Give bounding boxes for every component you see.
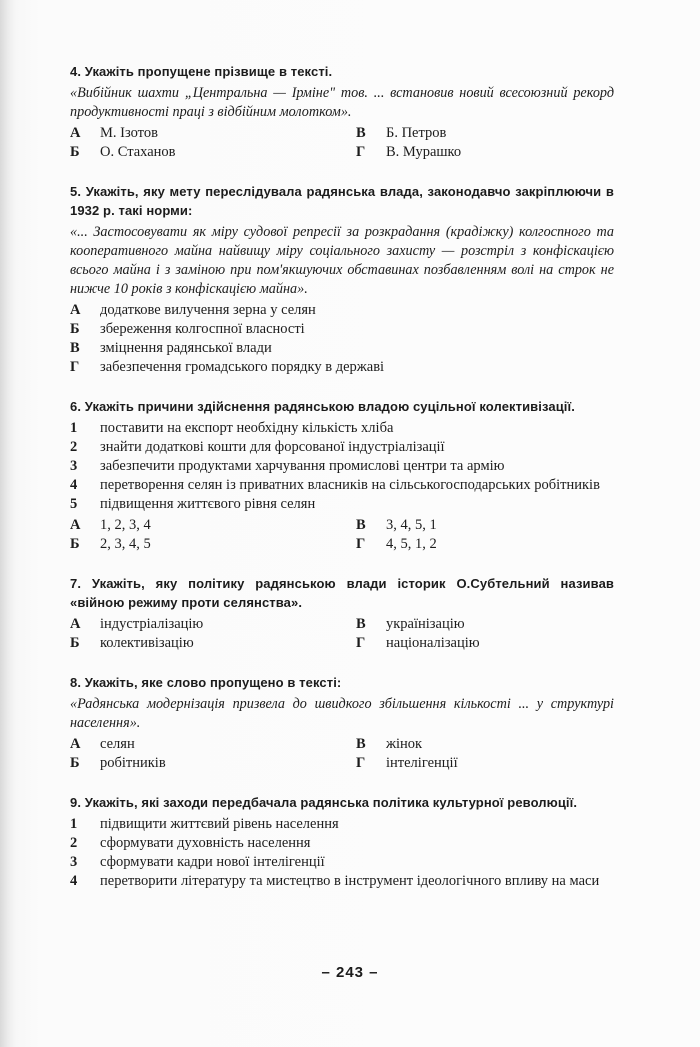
- question-quote: «Радянська модернізація призвела до швидкого збільшення кількості ... у структурі населення».: [70, 696, 614, 731]
- statement-number: 2: [70, 439, 78, 455]
- option-text: селян: [100, 736, 135, 752]
- question-quote: «... Застосовувати як міру судової репресії за розкрадання (крадіжку) колгоспного та кооперативного майна найвищу міру соціального захисту — розстріл з конфіскацією всього майна і з заміною при пом'якшуючих обставинах позбавленням волі на строк не нижче 10 років з конфіскацією майна».: [70, 224, 614, 297]
- answer-options: [70, 615, 614, 653]
- statement-text: підвищення життєвого рівня селян: [100, 496, 316, 512]
- statement-number: 1: [70, 816, 78, 832]
- question-title: 6. Укажіть причини здійснення радянською владою суцільної колективізації.: [70, 399, 575, 414]
- option-letter: Б: [70, 321, 80, 337]
- statement-number: 3: [70, 458, 78, 474]
- question-title: 9. Укажіть, які заходи передбачала радянська політика культурної революції.: [70, 795, 578, 810]
- option-letter: А: [70, 302, 81, 318]
- option-text: 2, 3, 4, 5: [100, 536, 151, 552]
- option-text: колективізацію: [100, 635, 194, 651]
- option-letter: В: [356, 736, 366, 752]
- question-4: [70, 62, 614, 162]
- option: [70, 320, 614, 339]
- option: [70, 615, 356, 634]
- option-text: О. Стаханов: [100, 144, 176, 160]
- option-text: 4, 5, 1, 2: [386, 536, 437, 552]
- statement: [70, 457, 614, 476]
- statement-text: поставити на експорт необхідну кількість хліба: [100, 420, 394, 436]
- statement-text: підвищити життєвий рівень населення: [100, 816, 339, 832]
- statement: [70, 476, 614, 495]
- question-title: 4. Укажіть пропущене прізвище в тексті.: [70, 64, 333, 79]
- option-letter: Г: [356, 635, 366, 651]
- option: [70, 301, 614, 320]
- option: [356, 124, 614, 143]
- statement: [70, 853, 614, 872]
- option: [70, 754, 356, 773]
- option: [356, 143, 614, 162]
- option: [70, 634, 356, 653]
- option-letter: Г: [356, 755, 366, 771]
- option: [356, 516, 614, 535]
- question-5: [70, 182, 614, 377]
- option-text: забезпечення громадського порядку в державі: [100, 359, 385, 375]
- answer-options: [70, 516, 614, 554]
- option-text: робітників: [100, 755, 166, 771]
- option-text: В. Мурашко: [386, 144, 462, 160]
- option-letter: Б: [70, 635, 80, 651]
- option: [70, 339, 614, 358]
- option-letter: Г: [356, 536, 366, 552]
- option-letter: Г: [70, 359, 80, 375]
- question-7: [70, 574, 614, 653]
- question-title: 8. Укажіть, яке слово пропущено в тексті:: [70, 675, 342, 690]
- option: [356, 754, 614, 773]
- option: [70, 535, 356, 554]
- option: [70, 124, 356, 143]
- question-8: [70, 673, 614, 773]
- option-text: зміцнення радянської влади: [100, 340, 272, 356]
- option-letter: Б: [70, 144, 80, 160]
- option-letter: Г: [356, 144, 366, 160]
- statement-list: [70, 419, 614, 514]
- statement-list: [70, 815, 614, 891]
- option-text: Б. Петров: [386, 125, 447, 141]
- option-letter: В: [70, 340, 80, 356]
- statement-number: 5: [70, 496, 78, 512]
- statement-text: знайти додаткові кошти для форсованої індустріалізації: [100, 439, 445, 455]
- option-letter: А: [70, 616, 81, 632]
- option-text: націоналізацію: [386, 635, 480, 651]
- answer-options: [70, 124, 614, 162]
- statement: [70, 872, 614, 891]
- statement-text: перетворити літературу та мистецтво в інструмент ідеологічного впливу на маси: [100, 873, 600, 889]
- statement: [70, 834, 614, 853]
- option-text: М. Ізотов: [100, 125, 158, 141]
- option-letter: В: [356, 616, 366, 632]
- statement: [70, 815, 614, 834]
- option-text: інтелігенції: [386, 755, 458, 771]
- option-letter: Б: [70, 536, 80, 552]
- statement-number: 2: [70, 835, 78, 851]
- option-text: жінок: [386, 736, 423, 752]
- statement-number: 4: [70, 873, 78, 889]
- statement: [70, 419, 614, 438]
- answer-options: [70, 735, 614, 773]
- question-title: 7. Укажіть, яку політику радянською влади історик О.Субтельний називав «війною режиму проти селянства».: [70, 576, 614, 610]
- statement-text: забезпечити продуктами харчування промислові центри та армію: [100, 458, 505, 474]
- statement-number: 4: [70, 477, 78, 493]
- option-text: 1, 2, 3, 4: [100, 517, 151, 533]
- option-letter: В: [356, 517, 366, 533]
- option: [356, 634, 614, 653]
- option-letter: В: [356, 125, 366, 141]
- question-9: [70, 793, 614, 891]
- option: [70, 358, 614, 377]
- option-text: 3, 4, 5, 1: [386, 517, 437, 533]
- option-letter: А: [70, 125, 81, 141]
- page-number: – 243 –: [321, 964, 379, 981]
- question-title: 5. Укажіть, яку мету переслідувала радянська влада, законодавчо закріплюючи в 1932 р. такі норми:: [70, 184, 614, 218]
- option-text: додаткове вилучення зерна у селян: [100, 302, 316, 318]
- option: [356, 615, 614, 634]
- statement: [70, 495, 614, 514]
- option: [70, 516, 356, 535]
- option: [356, 535, 614, 554]
- answer-options: [70, 301, 614, 377]
- option-letter: А: [70, 517, 81, 533]
- option: [70, 735, 356, 754]
- option-letter: А: [70, 736, 81, 752]
- option-text: українізацію: [386, 616, 465, 632]
- statement-text: перетворення селян із приватних власників на сільськогосподарських робітників: [100, 477, 600, 493]
- statement: [70, 438, 614, 457]
- option-text: індустріалізацію: [100, 616, 204, 632]
- option-letter: Б: [70, 755, 80, 771]
- statement-number: 1: [70, 420, 78, 436]
- statement-number: 3: [70, 854, 78, 870]
- option-text: збереження колгоспної власності: [100, 321, 305, 337]
- question-6: [70, 397, 614, 554]
- page-content: [70, 62, 614, 911]
- question-quote: «Вибійник шахти „Центральна — Ірміне" тов. ... встановив новий всесоюзний рекорд продуктивності праці з відбійним молотком».: [70, 85, 614, 120]
- option: [356, 735, 614, 754]
- option: [70, 143, 356, 162]
- statement-text: сформувати духовність населення: [100, 835, 311, 851]
- statement-text: сформувати кадри нової інтелігенції: [100, 854, 325, 870]
